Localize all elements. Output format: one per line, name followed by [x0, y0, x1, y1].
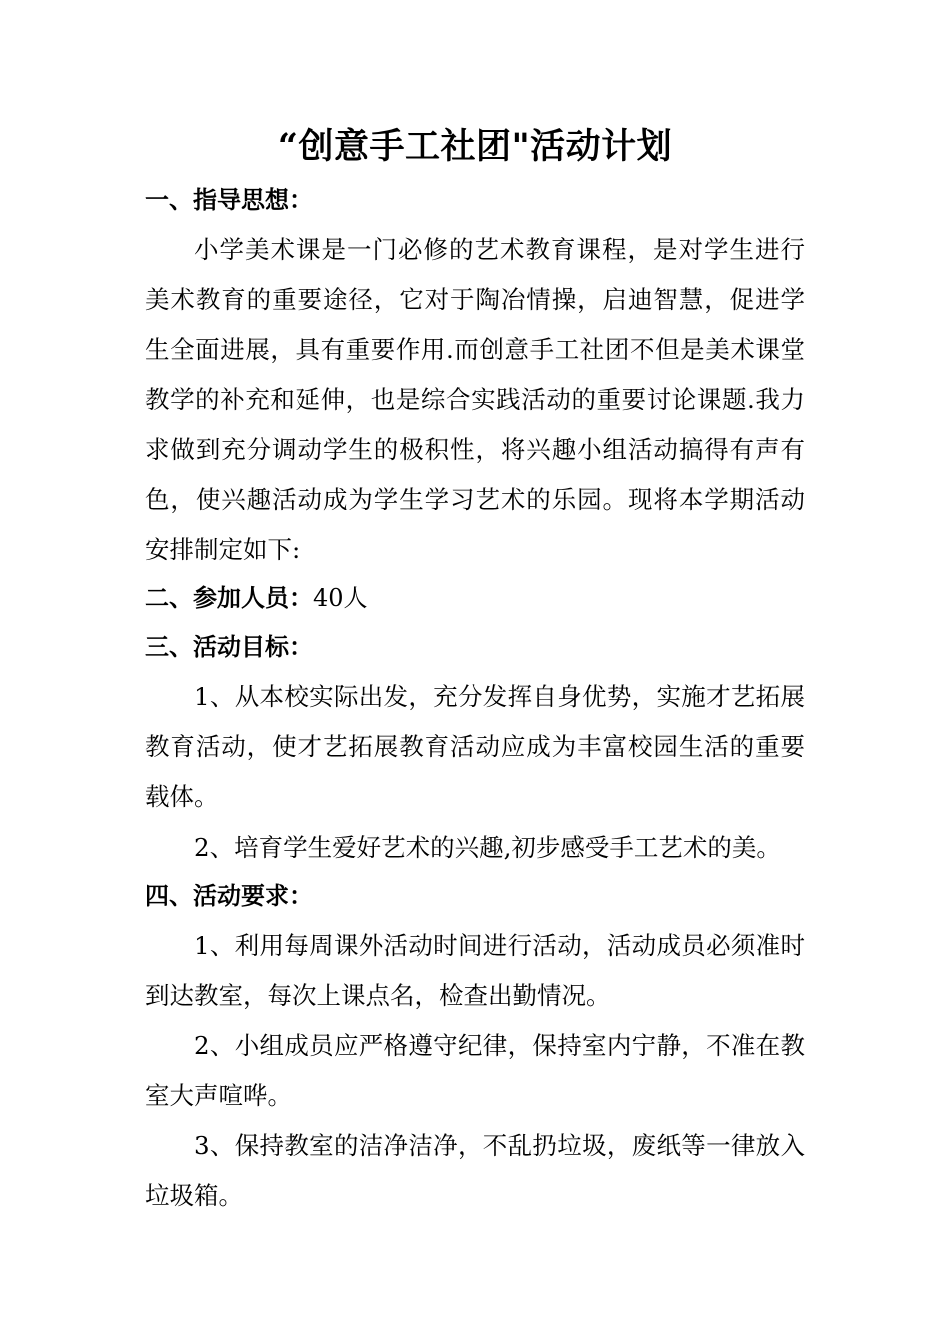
section-heading-participants [145, 581, 368, 615]
document-title: “创意手工社团"活动计划 [277, 126, 673, 167]
paragraph-requirement-3: 3、保持教室的洁净洁净，不乱扔垃圾，废纸等一律放入垃圾箱。 [145, 1131, 805, 1210]
participants-label: 二、参加人员： [145, 583, 313, 612]
section-heading-requirements: 四、活动要求： [145, 881, 313, 910]
paragraph-goal-1: 1、从本校实际出发，充分发挥自身优势，实施才艺拓展教育活动，使才艺拓展教育活动应成为丰富校园生活的重要载体。 [145, 682, 805, 811]
section-heading-guiding-thought: 一、指导思想： [145, 185, 313, 214]
paragraph-guiding-thought: 小学美术课是一门必修的艺术教育课程，是对学生进行美术教育的重要途径，它对于陶冶情操，启迪智慧，促进学生全面进展，具有重要作用.而创意手工社团不但是美术课堂教学的补充和延伸，也是综合实践活动的重要讨论课题.我力求做到充分调动学生的极积性，将兴趣小组活动搞得有声有色，使兴趣活动成为学生学习艺术的乐园。现将本学期活动安排制定如下: [145, 235, 805, 564]
participants-count: 40人 [313, 584, 368, 612]
paragraph-goal-2: 2、培育学生爱好艺术的兴趣,初步感受手工艺术的美。 [194, 833, 781, 862]
section-heading-goals: 三、活动目标： [145, 632, 313, 661]
paragraph-requirement-1: 1、利用每周课外活动时间进行活动，活动成员必须准时到达教室，每次上课点名，检查出勤情况。 [145, 931, 805, 1010]
paragraph-requirement-2: 2、小组成员应严格遵守纪律，保持室内宁静，不准在教室大声喧哗。 [145, 1031, 805, 1110]
